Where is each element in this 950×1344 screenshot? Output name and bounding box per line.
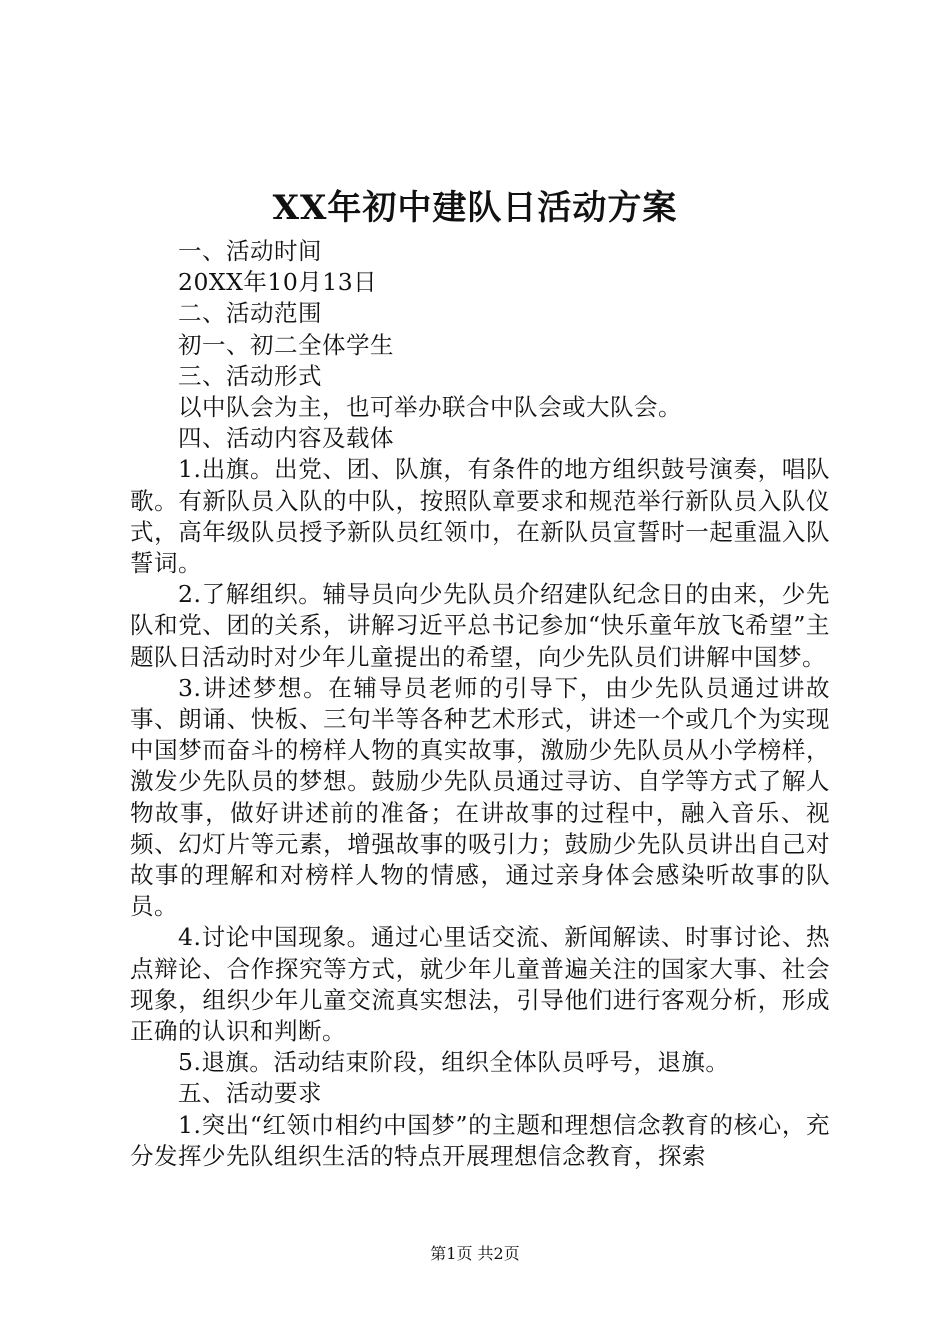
paragraph: 5.退旗。活动结束阶段，组织全体队员呼号，退旗。 bbox=[178, 1048, 730, 1077]
paragraph: 4.讨论中国现象。通过心里话交流、新闻解读、时事讨论、热点辩论、合作探究等方式，就少年儿童普遍关注的国家大事、社会现象，组织少年儿童交流真实想法，引导他们进行客观分析，形成正确的认识和判断。 bbox=[130, 923, 830, 1046]
section-heading: 一、活动时间 bbox=[178, 237, 322, 265]
paragraph: 1.出旗。出党、团、队旗，有条件的地方组织鼓号演奏，唱队歌。有新队员入队的中队，按照队章要求和规范举行新队员入队仪式，高年级队员授予新队员红领巾，在新队员宣誓时一起重温入队誓词。 bbox=[130, 455, 830, 578]
document-title: XX年初中建队日活动方案 bbox=[272, 188, 678, 228]
paragraph: 2.了解组织。辅导员向少先队员介绍建队纪念日的由来，少先队和党、团的关系，讲解习近平总书记参加“快乐童年放飞希望”主题队日活动时对少年儿童提出的希望，向少先队员们讲解中国梦。 bbox=[130, 580, 830, 671]
paragraph: 3.讲述梦想。在辅导员老师的引导下，由少先队员通过讲故事、朗诵、快板、三句半等各种艺术形式，讲述一个或几个为实现中国梦而奋斗的榜样人物的真实故事，激励少先队员从小学榜样，激发少先队员的梦想。鼓励少先队员通过寻访、自学等方式了解人物故事，做好讲述前的准备；在讲故事的过程中，融入音乐、视频、幻灯片等元素，增强故事的吸引力；鼓励少先队员讲出自己对故事的理解和对榜样人物的情感，通过亲身体会感染听故事的队员。 bbox=[130, 673, 830, 921]
paragraph: 初一、初二全体学生 bbox=[178, 330, 394, 359]
section-heading: 四、活动内容及载体 bbox=[178, 424, 394, 453]
document-body bbox=[130, 236, 830, 1172]
section-heading: 二、活动范围 bbox=[178, 299, 322, 328]
paragraph: 1.突出“红领巾相约中国梦”的主题和理想信念教育的核心，充分发挥少先队组织生活的特点开展理想信念教育，探索 bbox=[130, 1110, 830, 1170]
page-footer: 第1页 共2页 bbox=[430, 1244, 520, 1263]
section-heading: 三、活动形式 bbox=[178, 361, 322, 390]
paragraph: 以中队会为主，也可举办联合中队会或大队会。 bbox=[178, 393, 682, 422]
paragraph: 20XX年10月13日 bbox=[178, 268, 378, 297]
section-heading: 五、活动要求 bbox=[178, 1079, 322, 1108]
